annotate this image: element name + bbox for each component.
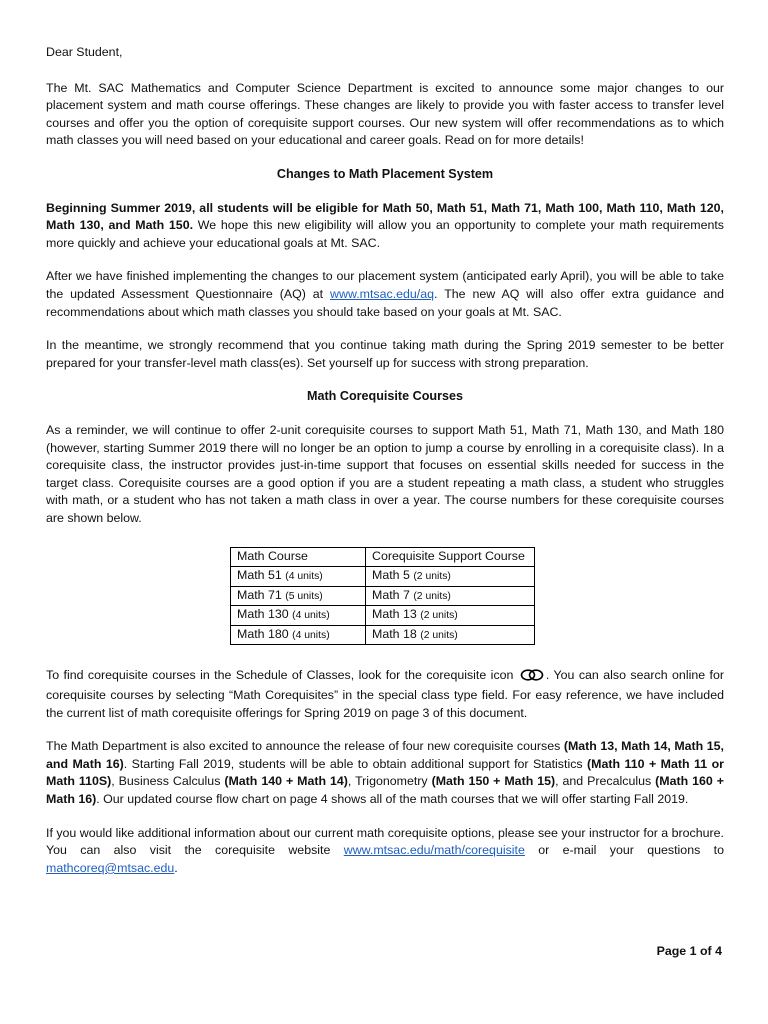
column-header-support-course: Corequisite Support Course (366, 548, 535, 567)
support-course-cell: Math 5 (2 units) (366, 567, 535, 587)
section-heading-corequisite: Math Corequisite Courses (306, 389, 464, 404)
corequisite-paragraph-2: To find corequisite courses in the Schedule of Classes, look for the corequisite icon . You can also search online for corequisite courses by selecting “Math Corequisites” in the special class type field. For easy reference, we have included the current list of math corequisite offerings for Spring 2019 on page 3 of this document. (46, 668, 724, 720)
corequisite-paragraph-4: If you would like additional information about our current math corequisite options, please see your instructor for a brochure. You can also visit the corequisite website www.mtsac.edu/math/corequisite or e-mail your questions to mathcoreq@mtsac.edu. (46, 825, 724, 875)
eligibility-statement: Beginning Summer 2019, all students will be eligible for Math 50, Math 51, Math 71, Math 100, Math 110, Math 120, Math 130, and Math 150. (46, 200, 724, 233)
email-link[interactable]: mathcoreq@mtsac.edu (46, 860, 175, 875)
section-heading-placement: Changes to Math Placement System (276, 166, 494, 181)
salutation: Dear Student, (46, 45, 123, 59)
table-row (231, 586, 535, 606)
intro-paragraph: The Mt. SAC Mathematics and Computer Science Department is excited to announce some major changes to our placement system and math course offerings. These changes are likely to provide you with faster access to transfer level courses and offer you the option of corequisite support courses. Our new system will offer recommendations as to which math classes you will need based on your educational and career goals. Read on for more details! (46, 80, 724, 148)
math-course-cell: Math 130 (4 units) (231, 606, 366, 626)
support-course-cell: Math 7 (2 units) (366, 586, 535, 606)
placement-paragraph-3: In the meantime, we strongly recommend that you continue taking math during the Spring 2019 semester to be better prepared for your transfer-level math class(es). Set yourself up for success with strong preparation. (46, 338, 724, 370)
support-course-cell: Math 18 (2 units) (366, 625, 535, 645)
math-course-cell: Math 71 (5 units) (231, 586, 366, 606)
table-row (231, 567, 535, 587)
corequisite-table (230, 547, 535, 645)
math-course-cell: Math 180 (4 units) (231, 625, 366, 645)
page-number: Page 1 of 4 (656, 944, 722, 958)
corequisite-icon (520, 669, 544, 687)
placement-paragraph-2: After we have finished implementing the changes to our placement system (anticipated early April), you will be able to take the updated Assessment Questionnaire (AQ) at www.mtsac.edu/aq. The new AQ will also offer extra guidance and recommendations about which math classes you should take based on your goals at Mt. SAC. (46, 269, 724, 319)
letter-body (46, 44, 724, 893)
placement-paragraph-1: Beginning Summer 2019, all students will be eligible for Math 50, Math 51, Math 71, Math 100, Math 110, Math 120, Math 130, and Math 150. We hope this new eligibility will allow you an opportunity to complete your math requirements more quickly and achieve your educational goals at Mt. SAC. (46, 200, 724, 250)
table-row (231, 625, 535, 645)
support-course-cell: Math 13 (2 units) (366, 606, 535, 626)
table-header-row (231, 548, 535, 567)
table-row (231, 606, 535, 626)
column-header-math-course: Math Course (231, 548, 366, 567)
aq-link[interactable]: www.mtsac.edu/aq (330, 286, 435, 301)
corequisite-paragraph-3: The Math Department is also excited to announce the release of four new corequisite courses (Math 13, Math 14, Math 15, and Math 16). Starting Fall 2019, students will be able to obtain additional support for Statistics (Math 110 + Math 11 or Math 110S), Business Calculus (Math 140 + Math 14), Trigonometry (Math 150 + Math 15), and Precalculus (Math 160 + Math 16). Our updated course flow chart on page 4 shows all of the math courses that we will offer starting Fall 2019. (46, 739, 724, 806)
corequisite-paragraph-1: As a reminder, we will continue to offer 2-unit corequisite courses to support Math 51, Math 71, Math 130, and Math 180 (however, starting Summer 2019 there will no longer be an option to jump a course by enrolling in a corequisite class). In a corequisite class, the instructor provides just-in-time support that focuses on essential skills needed for success in the target class. Corequisite courses are a good option if you are a student repeating a math class, a student who struggles with math, or a student who has not taken a math class in over a year. The course numbers for these corequisite courses are shown below. (46, 422, 724, 525)
math-course-cell: Math 51 (4 units) (231, 567, 366, 587)
corequisite-website-link[interactable]: www.mtsac.edu/math/corequisite (343, 843, 525, 858)
